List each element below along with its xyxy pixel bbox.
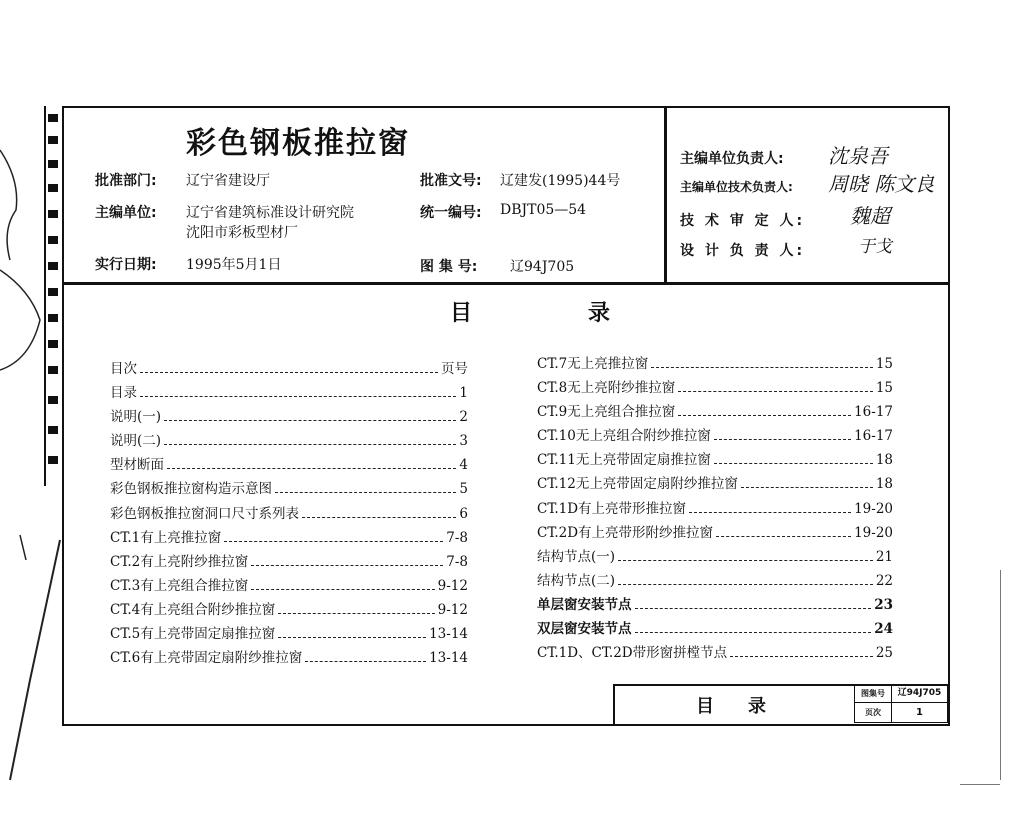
toc-entry: [537, 376, 893, 400]
toc-entry-page: 7-8: [446, 553, 468, 570]
toc-entry-page: 21: [875, 548, 893, 565]
unified-no-label: 统一编号:: [420, 205, 482, 221]
toc-entry: [537, 472, 893, 496]
toc-entry: [537, 424, 893, 448]
toc-entry-page: 18: [875, 452, 893, 469]
toc-entry-page: 16-17: [854, 404, 893, 421]
toc-entry-page: 24: [874, 621, 893, 638]
atlas-no: 辽94J705: [510, 259, 575, 275]
signature: 于戈: [858, 237, 892, 257]
toc-entry-page: 5: [459, 481, 468, 498]
toc-entry-title: CT.6有上亮带固定扇附纱推拉窗: [110, 650, 303, 667]
toc-entry-page: 25: [875, 645, 893, 662]
toc-entry-title: CT.2D有上亮带形附纱推拉窗: [537, 524, 714, 541]
toc-entry: [537, 545, 893, 569]
toc-entry-title: CT.2有上亮附纱推拉窗: [110, 553, 249, 570]
responsible-role: 技 术 审 定 人:: [680, 213, 806, 229]
toc-entry-page: 23: [874, 596, 893, 613]
toc-entry: [537, 593, 893, 617]
toc-entry: [537, 352, 893, 376]
toc-entry-page: 2: [459, 409, 468, 426]
toc-entry-page: 3: [459, 433, 468, 450]
toc-entry-title: CT.7无上亮推拉窗: [537, 356, 649, 372]
atlas-no-label: 图 集 号:: [420, 259, 478, 275]
toc-entry-title: CT.5有上亮带固定扇推拉窗: [110, 626, 276, 643]
toc-entry: [110, 405, 468, 429]
toc-entry-title: 说明(一): [110, 409, 162, 426]
responsible-role: 主编单位负责人:: [680, 151, 784, 167]
toc-entry: [537, 400, 893, 424]
toc-entry-title: 单层窗安装节点: [537, 596, 632, 613]
toc-entry: [537, 569, 893, 593]
atlas-title: 彩色钢板推拉窗: [186, 126, 410, 161]
toc-heading-left: 目: [450, 301, 473, 326]
toc-entry-page: 16-17: [854, 428, 893, 445]
approval-doc-label: 批准文号:: [420, 173, 482, 189]
toc-entry: [110, 453, 468, 477]
toc-entry-page: 13-14: [429, 626, 468, 643]
toc-entry: [110, 477, 468, 501]
toc-entry-page: 19-20: [854, 524, 893, 541]
toc-entry-page: 15: [875, 356, 893, 372]
toc-entry-page: 18: [875, 476, 893, 493]
toc-entry-page: 13-14: [429, 650, 468, 667]
editor-unit-2: 沈阳市彩板型材厂: [186, 225, 298, 241]
toc-entry-title: CT.1D、CT.2D带形窗拼樘节点: [537, 645, 728, 662]
toc-entry-title: 型材断面: [110, 457, 164, 474]
toc-entry: [110, 429, 468, 453]
scan-artifact-left: [0, 120, 70, 820]
toc-entry-title: 说明(二): [110, 433, 162, 450]
signature: 魏超: [850, 204, 890, 228]
title-block-name-left: 目: [696, 696, 714, 717]
toc-entry: [110, 550, 468, 574]
toc-entry-title: 彩色钢板推拉窗构造示意图: [110, 481, 272, 498]
toc-entry-page: 1: [459, 385, 468, 402]
editor-unit-label: 主编单位:: [95, 205, 157, 221]
toc-entry-page: 页号: [441, 361, 468, 377]
toc-entry-title: CT.1D有上亮带形推拉窗: [537, 500, 687, 517]
editor-unit-1: 辽宁省建筑标准设计研究院: [186, 205, 354, 221]
toc-entry: [537, 641, 893, 665]
title-block-page-label: 页次: [854, 702, 892, 723]
toc-entry-title: CT.8无上亮附纱推拉窗: [537, 380, 676, 397]
toc-entry-title: 双层窗安装节点: [537, 621, 632, 638]
toc-entry-page: 22: [875, 572, 893, 589]
effective-date: 1995年5月1日: [186, 257, 282, 273]
scan-artifact-right: [1000, 570, 1001, 780]
toc-entry-title: 目次: [110, 361, 137, 377]
toc-entry-page: 4: [459, 457, 468, 474]
title-block-atlas-label: 图集号: [854, 684, 892, 703]
toc-left-column: [110, 357, 468, 670]
toc-entry-title: 目录: [110, 385, 137, 402]
header-divider: [62, 282, 948, 285]
toc-entry-page: 15: [875, 380, 893, 397]
effective-date-label: 实行日期:: [95, 257, 157, 273]
toc-entry: [110, 646, 468, 670]
toc-entry-page: 7-8: [446, 529, 468, 546]
toc-entry: [537, 497, 893, 521]
toc-entry: [110, 598, 468, 622]
toc-entry-title: CT.4有上亮组合附纱推拉窗: [110, 601, 276, 618]
toc-entry-title: CT.9无上亮组合推拉窗: [537, 404, 676, 421]
scan-artifact-bottom: [960, 784, 1000, 785]
approval-doc: 辽建发(1995)44号: [500, 173, 621, 189]
unified-no: DBJT05—54: [500, 202, 587, 218]
toc-entry: [110, 574, 468, 598]
approval-dept-label: 批准部门:: [95, 173, 157, 189]
toc-entry: [537, 617, 893, 641]
toc-entry-page: 9-12: [437, 601, 468, 618]
toc-entry: [110, 622, 468, 646]
toc-entry-title: CT.1有上亮推拉窗: [110, 529, 222, 546]
toc-entry-title: CT.11无上亮带固定扇推拉窗: [537, 452, 711, 469]
toc-entry-title: CT.10无上亮组合附纱推拉窗: [537, 428, 711, 445]
toc-entry: [110, 357, 468, 381]
header-vertical-divider: [664, 106, 667, 284]
toc-entry: [110, 381, 468, 405]
toc-entry-title: 彩色钢板推拉窗洞口尺寸系列表: [110, 505, 299, 522]
signature: 沈泉吾: [828, 144, 888, 168]
toc-right-column: [537, 352, 893, 665]
toc-entry-page: 6: [459, 505, 468, 522]
toc-entry-page: 9-12: [437, 577, 468, 594]
toc-entry: [110, 502, 468, 526]
toc-entry: [537, 448, 893, 472]
title-block-left-line: [613, 684, 615, 724]
toc-entry: [537, 521, 893, 545]
toc-entry: [110, 526, 468, 550]
responsible-role: 主编单位技术负责人:: [680, 180, 793, 194]
toc-entry-page: 19-20: [854, 500, 893, 517]
title-block-name-right: 录: [748, 696, 766, 717]
approval-dept: 辽宁省建设厅: [186, 173, 270, 189]
responsible-role: 设 计 负 责 人:: [680, 243, 806, 259]
toc-entry-title: CT.12无上亮带固定扇附纱推拉窗: [537, 476, 738, 493]
signature: 周晓 陈文良: [828, 172, 935, 196]
title-block-page-value: 1: [891, 702, 948, 723]
title-block-atlas-value: 辽94J705: [891, 684, 948, 703]
toc-entry-title: CT.3有上亮组合推拉窗: [110, 577, 249, 594]
toc-entry-title: 结构节点(二): [537, 572, 616, 589]
toc-entry-title: 结构节点(一): [537, 548, 616, 565]
toc-heading-right: 录: [588, 301, 611, 326]
